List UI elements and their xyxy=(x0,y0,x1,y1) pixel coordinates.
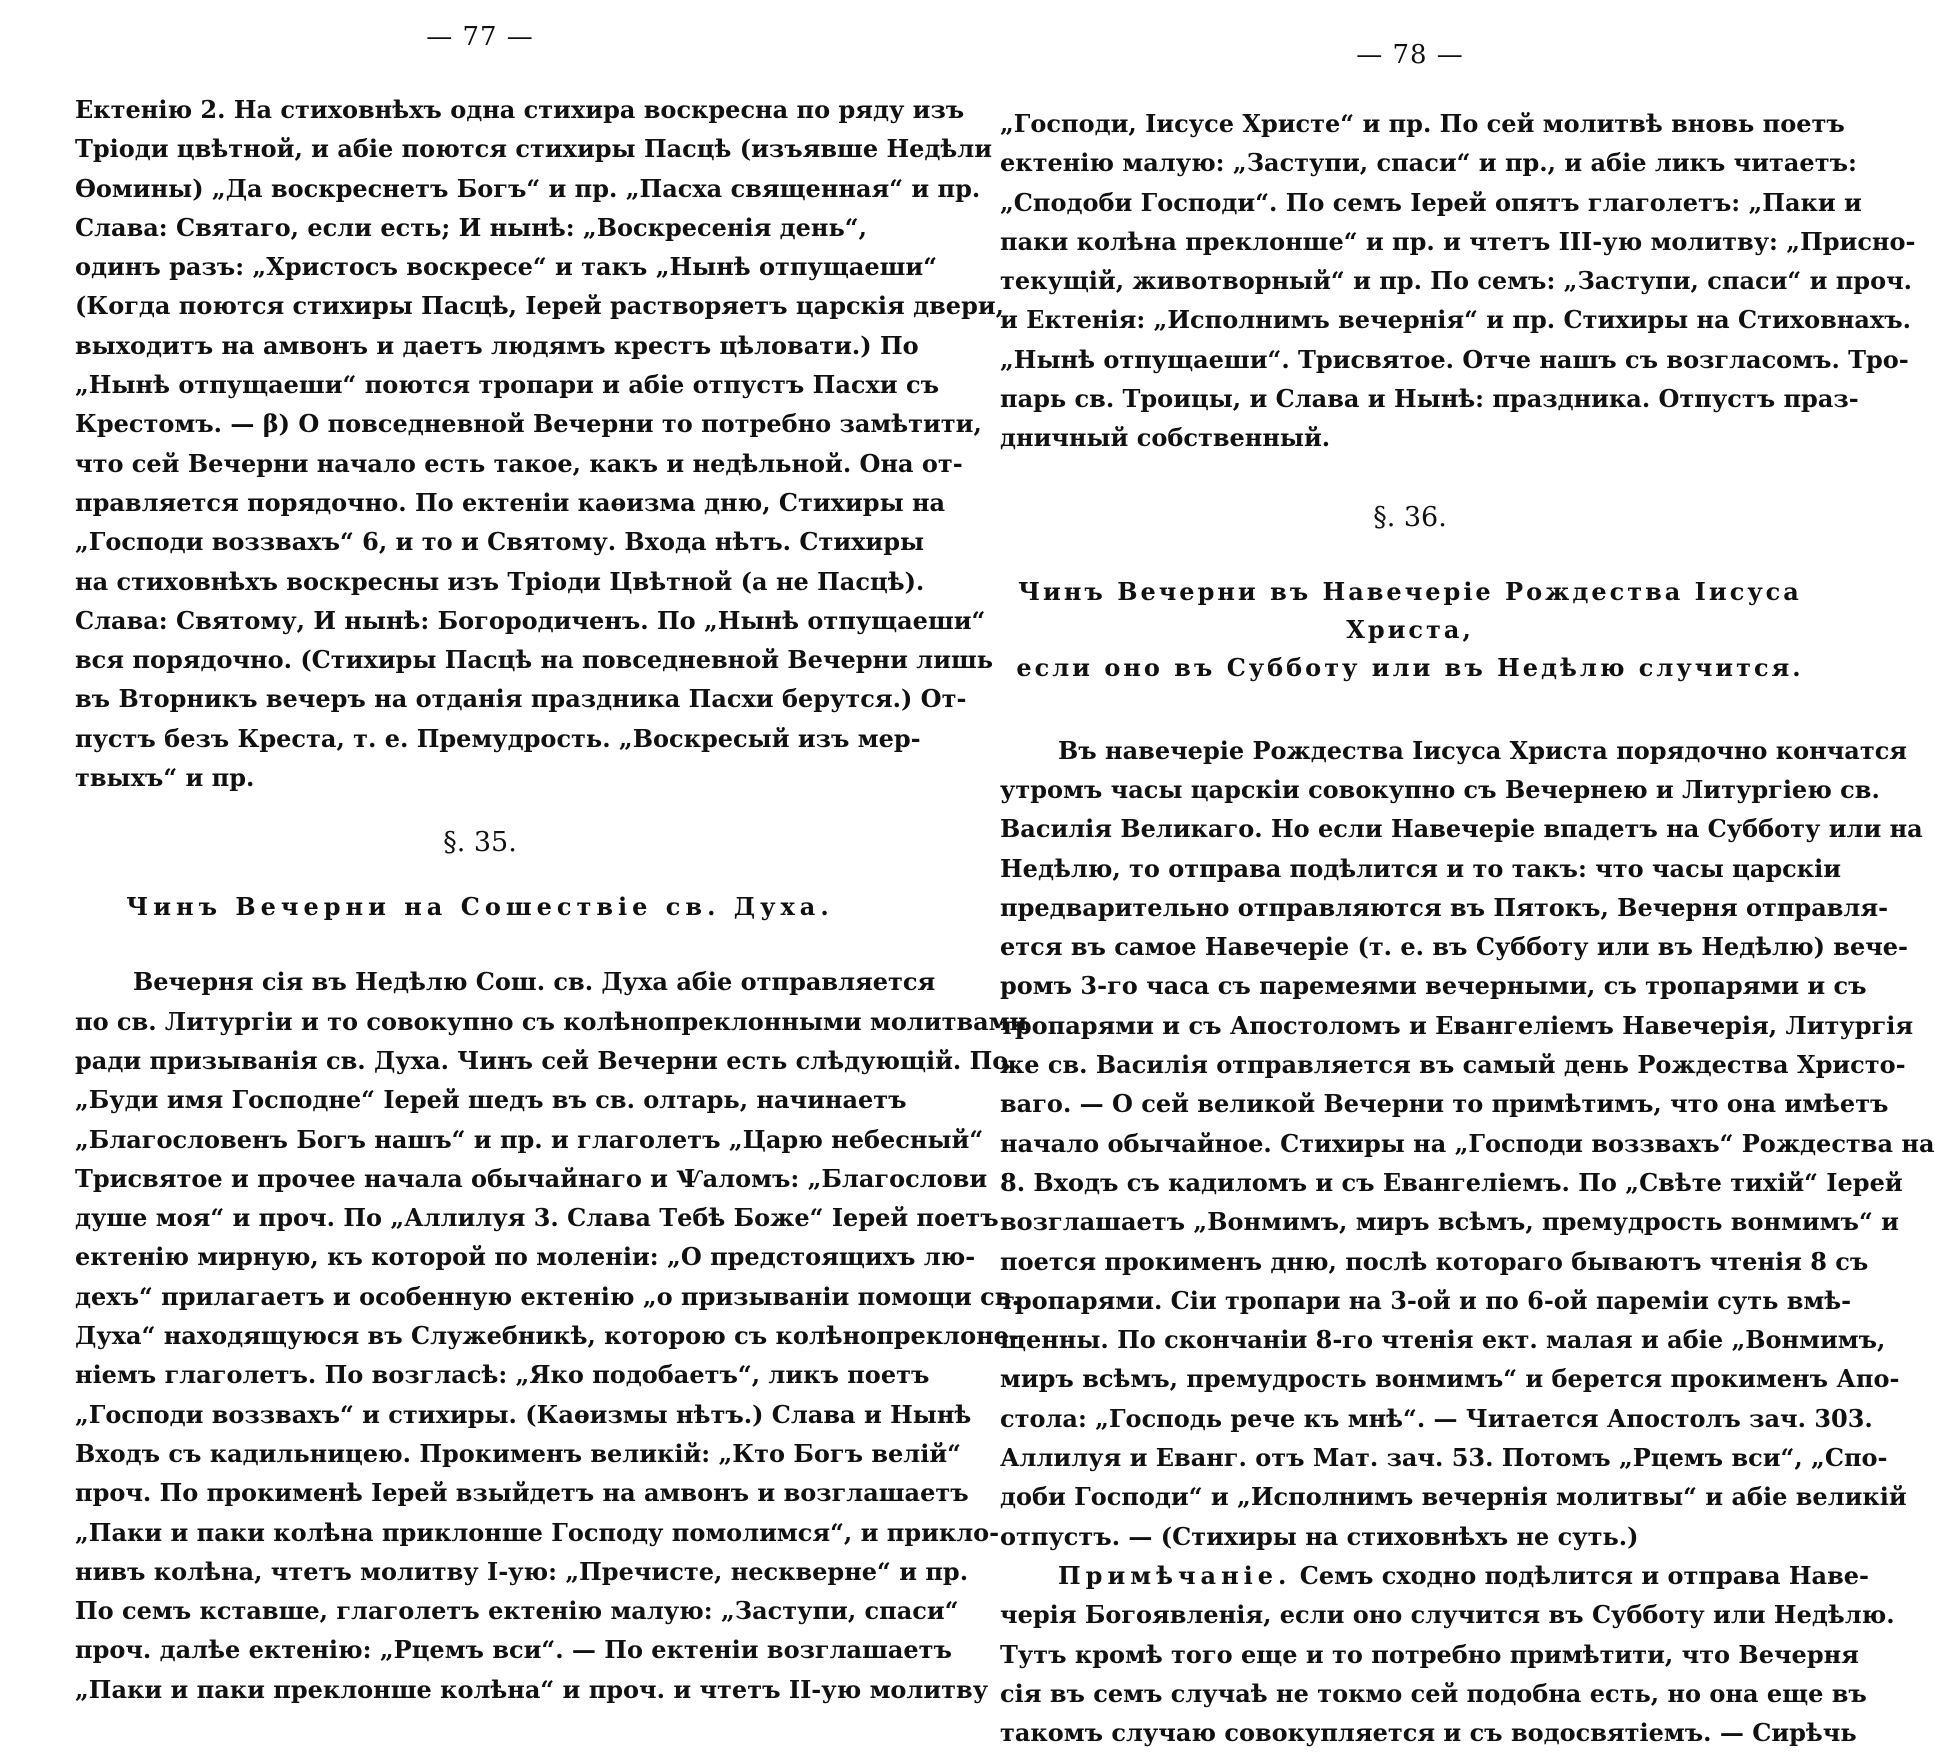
text-line: щенны. По скончаніи 8-го чтенія ект. малая и абіе „Вонмимъ, xyxy=(1000,1325,1886,1355)
text-line: „Буди имя Господне“ Іерей шедъ въ св. олтарь, начинаетъ xyxy=(75,1085,907,1115)
text-line: Тріоди цвѣтной, и абіе поются стихиры Пасцѣ (изъявше Недѣли xyxy=(75,134,992,164)
section-heading-right xyxy=(1000,573,1820,687)
text-line: „Сподоби Господи“. По семъ Іерей опятъ глаголетъ: „Паки и xyxy=(1000,187,1862,217)
text-line: поется прокименъ дню, послѣ котораго бываютъ чтенія 8 съ xyxy=(1000,1246,1869,1276)
text-line: ради призыванія св. Духа. Чинъ сей Вечерни есть слѣдующій. По xyxy=(75,1045,1009,1075)
text-line: дехъ“ прилагаетъ и особенную ектенію „о призываніи помощи св. xyxy=(75,1281,1020,1311)
text-line: проч. далѣе ектенію: „Рцемъ вси“. — По ектеніи возглашаетъ xyxy=(75,1635,952,1665)
text-line: текущій, животворный“ и пр. По семъ: „Заступи, спаси“ и проч. xyxy=(1000,266,1912,296)
text-line: Семъ сходно подѣлится и отправа Наве- xyxy=(1299,1560,1869,1590)
text-line: Духа“ находящуюся въ Служебникѣ, которою съ колѣнопреклоне- xyxy=(75,1321,1019,1351)
text-line: утромъ часы царскіи совокупно съ Вечернею и Литургіею св. xyxy=(1000,774,1880,804)
text-line: Трисвятое и прочее начала обычайнаго и Ѱаломъ: „Благослови xyxy=(75,1163,988,1193)
text-line: Ѳомины) „Да воскреснетъ Богъ“ и пр. „Пасха священная“ и пр. xyxy=(75,173,981,203)
text-line: (Когда поются стихиры Пасцѣ, Іерей растворяетъ царскія двери, xyxy=(75,291,1005,321)
text-line: Аллилуя и Еванг. отъ Мат. зач. 53. Потомъ „Рцемъ вси“, „Спо- xyxy=(1000,1443,1888,1473)
text-line: „Нынѣ отпущаеши“ поются тропари и абіе отпустъ Пасхи съ xyxy=(75,370,939,400)
text-line: парь св. Троицы, и Слава и Нынѣ: праздника. Отпустъ праз- xyxy=(1000,384,1859,414)
text-line: правляется порядочно. По ектеніи каѳизма дню, Стихиры на xyxy=(75,487,946,517)
text-line: Въ навечеріе Рождества Іисуса Христа порядочно кончатся xyxy=(1058,735,1908,765)
text-line: вся порядочно. (Стихиры Пасцѣ на повседневной Вечерни лишь xyxy=(75,645,994,675)
text-line: миръ всѣмъ, премудрость вонмимъ“ и берется прокименъ Апо- xyxy=(1000,1364,1900,1394)
text-line: черія Богоявленія, если оно случится въ Субботу или Недѣлю. xyxy=(1000,1600,1895,1630)
text-line: возглашаетъ „Вонмимъ, миръ всѣмъ, премудрость вонмимъ“ и xyxy=(1000,1207,1899,1237)
text-line: ектенію малую: „Заступи, спаси“ и пр., и абіе ликъ читаетъ: xyxy=(1000,148,1857,178)
text-line: тропарями. Сіи тропари на 3-ой и по 6-ой пареміи суть вмѣ- xyxy=(1000,1285,1852,1315)
note-label: Примѣчаніе. xyxy=(1058,1560,1292,1590)
text-line: Крестомъ. — β) О повседневной Вечерни то потребно замѣтити, xyxy=(75,409,982,439)
text-line: предварительно отправляются въ Пятокъ, Вечерня отправля- xyxy=(1000,892,1889,922)
text-line: „Нынѣ отпущаеши“. Трисвятое. Отче нашъ съ возгласомъ. Тро- xyxy=(1000,344,1909,374)
text-line: же св. Василія отправляется въ самый день Рождества Христо- xyxy=(1000,1050,1906,1080)
text-line: начало обычайное. Стихиры на „Господи воззвахъ“ Рождества на xyxy=(1000,1128,1935,1158)
text-line: проч. По прокименѣ Іерей взыйдетъ на амвонъ и возглашаетъ xyxy=(75,1478,969,1508)
text-line: „Господи воззвахъ“ и стихиры. (Каѳизмы нѣтъ.) Слава и Нынѣ xyxy=(75,1399,972,1429)
text-line: на стиховнѣхъ воскресны изъ Тріоди Цвѣтной (а не Пасцѣ). xyxy=(75,566,925,596)
heading-line-1: Чинъ Вечерни въ Навечеріе Рождества Іисуса Христа, xyxy=(1018,576,1802,644)
text-line: „Господи воззвахъ“ 6, и то и Святому. Входа нѣтъ. Стихиры xyxy=(75,527,925,557)
text-line: Тутъ кромѣ того еще и то потребно примѣтити, что Вечерня xyxy=(1000,1639,1859,1669)
text-line: паки колѣна преклонше“ и пр. и чтетъ ІІІ-ую молитву: „Присно- xyxy=(1000,226,1916,256)
section-mark-35: §. 35. xyxy=(443,827,517,859)
text-line: По семъ кставше, глаголетъ ектенію малую: „Заступи, спаси“ xyxy=(75,1596,959,1626)
text-line: 8. Входъ съ кадиломъ и съ Евангеліемъ. По „Свѣте тихій“ Іерей xyxy=(1000,1167,1903,1197)
text-line: что сей Вечерни начало есть такое, какъ и недѣльной. Она от- xyxy=(75,448,963,478)
right-note-paragraph xyxy=(1000,1556,1895,1752)
text-line: и Ектенія: „Исполнимъ вечернія“ и пр. Стихиры на Стиховнахъ. xyxy=(1000,305,1911,335)
text-line: ніемъ глаголетъ. По возгласѣ: „Яко подобаетъ“, ликъ поетъ xyxy=(75,1360,930,1390)
text-line: въ Вторникъ вечеръ на отданія праздника Пасхи берутся.) От- xyxy=(75,684,967,714)
right-paragraph-2 xyxy=(1000,731,1935,1556)
text-line: дничный собственный. xyxy=(1000,423,1331,453)
note-first-line xyxy=(1000,1556,1869,1595)
text-line: Василія Великаго. Но если Навечеріе впадетъ на Субботу или на xyxy=(1000,814,1923,844)
text-line: Входъ съ кадильницею. Прокименъ великій: „Кто Богъ велій“ xyxy=(75,1438,961,1468)
text-line: ется въ самое Навечеріе (т. е. въ Субботу или въ Недѣлю) вече- xyxy=(1000,932,1909,962)
text-line: „Господи, Іисусе Христе“ и пр. По сей молитвѣ вновь поетъ xyxy=(1000,109,1845,138)
text-line: доби Господи“ и „Исполнимъ вечернія молитвы“ и абіе великій xyxy=(1000,1482,1907,1512)
text-line: Ектенію 2. На стиховнѣхъ одна стихира воскресна по ряду изъ xyxy=(75,95,965,124)
text-line: Слава: Святаго, если есть; И нынѣ: „Воскресенія день“, xyxy=(75,212,867,242)
left-paragraph-2 xyxy=(75,962,1028,1709)
text-line: нивъ колѣна, чтетъ молитву І-ую: „Пречисте, нескверне“ и пр. xyxy=(75,1556,969,1586)
page-number-right: — 78 — xyxy=(1356,40,1464,70)
text-line: сія въ семъ случаѣ не токмо сей подобна есть, но она еще въ xyxy=(1000,1678,1867,1708)
text-line: одинъ разъ: „Христосъ воскресе“ и такъ „Нынѣ отпущаеши“ xyxy=(75,252,938,282)
right-paragraph-1 xyxy=(1000,104,1916,458)
text-line: ромъ 3-го часа съ паремеями вечерными, съ тропарями и съ xyxy=(1000,971,1867,1001)
text-line: твыхъ“ и пр. xyxy=(75,763,255,793)
text-line: „Паки и паки преклонше колѣна“ и проч. и чтетъ ІІ-ую молитву xyxy=(75,1674,989,1704)
text-line: выходитъ на амвонъ и даетъ людямъ крестъ цѣловати.) По xyxy=(75,330,919,360)
text-line: тропарями и съ Апостоломъ и Евангеліемъ Навечерія, Литургія xyxy=(1000,1010,1914,1040)
page-number-left: — 77 — xyxy=(426,22,534,52)
left-page xyxy=(75,0,1028,1704)
heading-line-2: если оно въ Субботу или въ Недѣлю случится. xyxy=(1016,652,1804,682)
text-line: Недѣлю, то отправа подѣлится и то такъ: что часы царскіи xyxy=(1000,853,1842,883)
text-line: ваго. — О сей великой Вечерни то примѣтимъ, что она имѣетъ xyxy=(1000,1089,1889,1119)
text-line: „Паки и паки колѣна приклонше Господу помолимся“, и прикло- xyxy=(75,1517,1000,1547)
text-line: душе моя“ и проч. По „Аллилуя 3. Слава Тебѣ Боже“ Іерей поетъ xyxy=(75,1203,999,1233)
text-line: по св. Литургіи и то совокупно съ колѣнопреклонными молитвами xyxy=(75,1006,1028,1036)
text-line: „Благословенъ Богъ нашъ“ и пр. и глаголетъ „Царю небесный“ xyxy=(75,1124,984,1154)
text-line: пустъ безъ Креста, т. е. Премудрость. „Воскресый изъ мер- xyxy=(75,723,921,753)
left-paragraph-1 xyxy=(75,90,1005,797)
section-heading-left: Чинъ Вечерни на Сошествіе св. Духа. xyxy=(126,892,834,922)
text-line: отпустъ. — (Стихиры на стиховнѣхъ не суть.) xyxy=(1000,1521,1639,1551)
right-page xyxy=(1000,0,1935,1748)
section-mark-36: §. 36. xyxy=(1373,501,1447,533)
text-line: стола: „Господь рече къ мнѣ“. — Читается Апостолъ зач. 303. xyxy=(1000,1403,1873,1433)
text-line: ектенію мирную, къ которой по моленіи: „О предстоящихъ лю- xyxy=(75,1242,976,1272)
text-line: Вечерня сія въ Недѣлю Сош. св. Духа абіе отправляется xyxy=(133,967,936,997)
text-line: такомъ случаю совокупляется и съ водосвятіемъ. — Сирѣчь xyxy=(1000,1718,1857,1748)
text-line: Слава: Святому, И нынѣ: Богородиченъ. По „Нынѣ отпущаеши“ xyxy=(75,605,986,635)
